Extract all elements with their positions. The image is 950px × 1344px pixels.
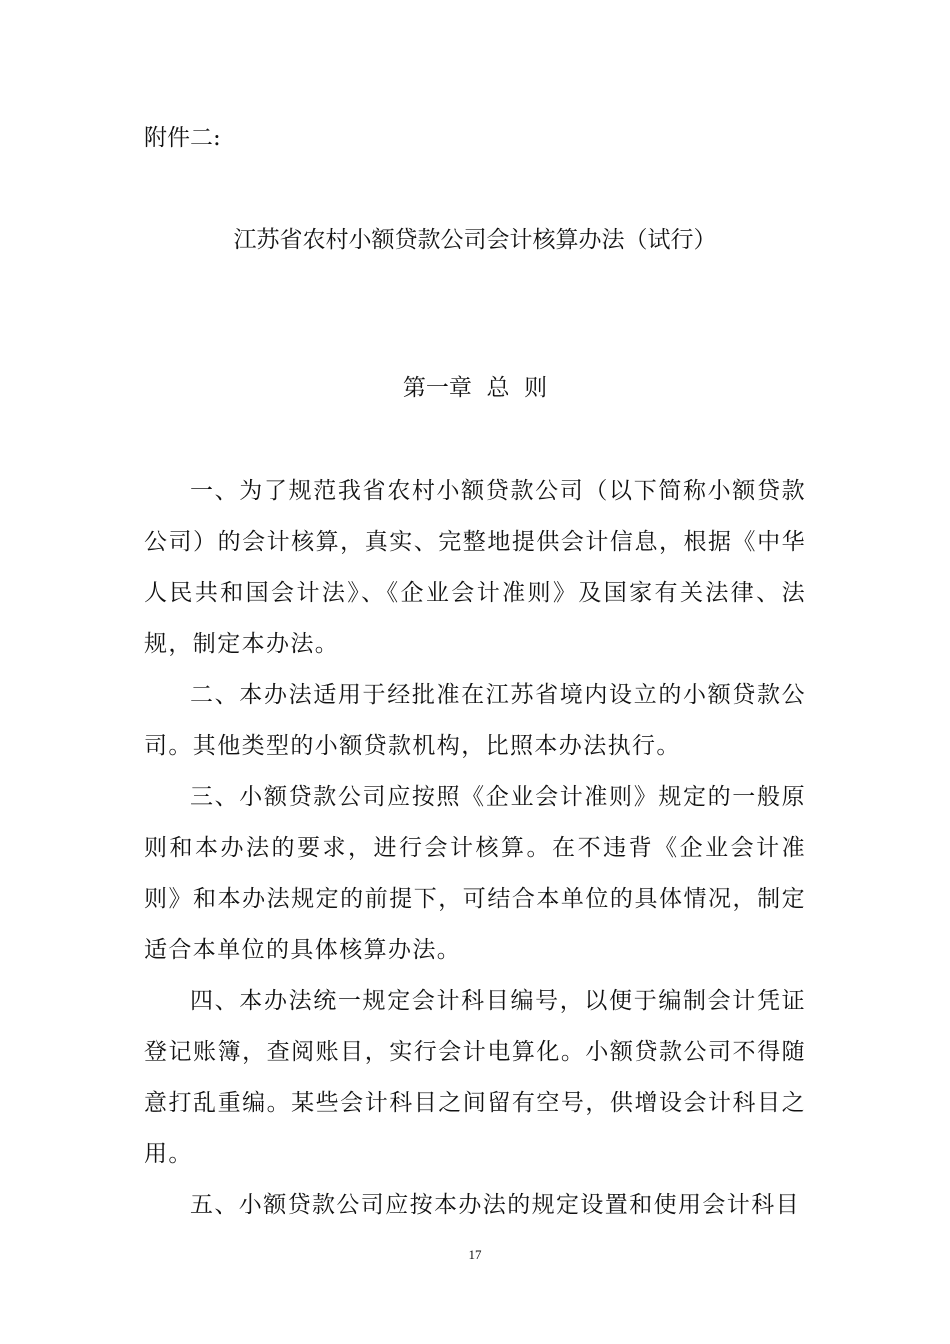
- paragraph-article-5: 五、小额贷款公司应按本办法的规定设置和使用会计科目: [190, 1192, 800, 1218]
- chapter-title: 第一章 总 则: [402, 375, 548, 401]
- paragraph-article-2: 二、本办法适用于经批准在江苏省境内设立的小额贷款公司。其他类型的小额贷款机构，比照本办法执行。: [144, 682, 806, 759]
- paragraph-article-4: 四、本办法统一规定会计科目编号，以便于编制会计凭证登记账簿，查阅账目，实行会计电算化。小额贷款公司不得随意打乱重编。某些会计科目之间留有空号，供增设会计科目之用。: [144, 988, 806, 1167]
- paragraph-article-3: 三、小额贷款公司应按照《企业会计准则》规定的一般原则和本办法的要求，进行会计核算。在不违背《企业会计准则》和本办法规定的前提下，可结合本单位的具体情况，制定适合本单位的具体核算办法。: [144, 784, 806, 963]
- document-body: [144, 466, 806, 1231]
- attachment-label: 附件二:: [144, 125, 221, 151]
- paragraph-article-1: 一、为了规范我省农村小额贷款公司（以下简称小额贷款公司）的会计核算，真实、完整地提供会计信息，根据《中华人民共和国会计法》、《企业会计准则》及国家有关法律、法规，制定本办法。: [144, 478, 806, 657]
- document-title: 江苏省农村小额贷款公司会计核算办法（试行）: [233, 227, 717, 253]
- page-number: 17: [468, 1247, 482, 1262]
